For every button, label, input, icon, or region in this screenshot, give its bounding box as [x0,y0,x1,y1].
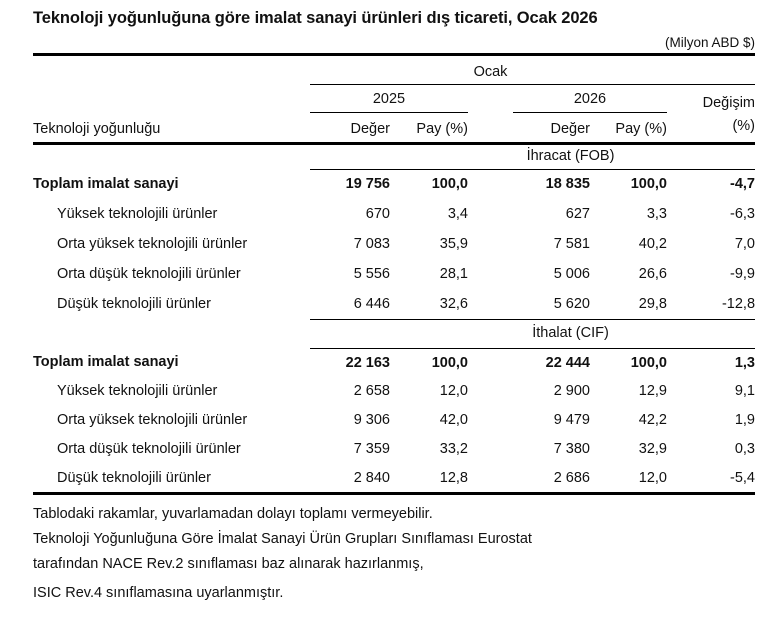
cell-degisim: -9,9 [730,265,756,282]
header-row-label: Teknoloji yoğunluğu [33,113,310,144]
row-label: Orta düşük teknolojili ürünler [57,441,241,458]
row-label: Düşük teknolojili ürünler [57,295,211,312]
footnotes [33,502,755,606]
cell-deger-2026: 22 444 [545,354,590,371]
table-row [33,290,755,320]
cell-pay-2025: 12,8 [439,469,468,486]
header-value-2025: Değer [310,113,390,144]
table-row [33,230,755,260]
header-group-row [33,55,755,85]
cell-pay-2025: 3,4 [447,205,468,222]
cell-degisim: 0,3 [734,441,756,458]
cell-degisim: -12,8 [667,290,755,320]
cell-degisim: 1,3 [734,354,756,371]
cell-pay-2025: 100,0 [431,354,468,371]
table-row [33,260,755,290]
header-spacer [33,55,310,85]
cell-degisim: 9,1 [734,383,756,400]
cell-degisim: -5,4 [730,469,756,486]
header-columns-row [33,113,755,144]
header-share-2026: Pay (%) [590,113,667,144]
section-title-cell [310,144,755,170]
cell-pay-2026: 12,0 [638,469,667,486]
cell-pay-2025: 33,2 [439,441,468,458]
cell-pay-2026: 26,6 [638,265,667,282]
row-label: Toplam imalat sanayi [33,175,179,192]
section-title-exports: İhracat (FOB) [526,148,615,165]
row-label: Orta yüksek teknolojili ürünler [57,412,248,429]
footnote-line: Tablodaki rakamlar, yuvarlamadan dolayı toplamı vermeyebilir. [33,506,433,522]
cell-deger-2026: 5 620 [468,290,590,320]
cell-deger-2025: 6 446 [310,290,390,320]
cell-degisim: 7,0 [734,235,756,252]
header-change-label: Değişim [702,95,756,111]
table-row [33,436,755,465]
cell-deger-2026: 5 006 [553,265,590,282]
footnote-line: Teknoloji Yoğunluğuna Göre İmalat Sanayi Ürün Grupları Sınıflaması Eurostat [33,531,532,547]
footnote-line: ISIC Rev.4 sınıflamasına uyarlanmıştır. [33,585,284,601]
cell-pay-2026: 12,9 [638,383,667,400]
cell-deger-2025: 2 658 [353,383,390,400]
header-share-2025: Pay (%) [390,113,468,144]
unit-note: (Milyon ABD $) [664,35,755,50]
cell-pay-2026: 40,2 [638,235,667,252]
cell-degisim: 1,9 [734,412,756,429]
header-change-cell [667,85,755,144]
cell-deger-2025: 9 306 [353,412,390,429]
row-label: Orta düşük teknolojili ürünler [57,265,241,282]
cell-deger-2025: 7 083 [353,235,390,252]
cell-pay-2026: 100,0 [630,176,667,193]
header-change-unit: (%) [732,118,756,134]
cell-deger-2025: 19 756 [345,176,390,193]
cell-deger-2026: 627 [565,205,590,222]
cell-pay-2026: 3,3 [646,205,667,222]
cell-pay-2025: 28,1 [439,265,468,282]
footnote-line: tarafından NACE Rev.2 sınıflaması baz alınarak hazırlanmış, [33,556,424,572]
cell-deger-2026: 9 479 [553,412,590,429]
cell-deger-2025: 22 163 [345,354,390,371]
cell-degisim: -6,3 [730,205,756,222]
table-row [33,465,755,494]
cell-pay-2025: 12,0 [439,383,468,400]
cell-pay-2025: 42,0 [439,412,468,429]
row-label: Orta yüksek teknolojili ürünler [57,235,248,252]
cell-pay-2026: 29,8 [590,290,667,320]
trade-table [33,53,755,495]
header-group-label: Ocak [473,63,508,80]
cell-deger-2025: 2 840 [353,469,390,486]
section-title-imports: İthalat (CIF) [532,325,609,342]
row-label: Toplam imalat sanayi [33,354,179,371]
header-year-2026: 2026 [513,92,667,112]
section-header-imports [33,320,755,349]
table-row [33,349,755,378]
table-row [33,407,755,436]
section-spacer [33,144,310,170]
table-row [33,200,755,230]
cell-deger-2025: 670 [365,205,390,222]
cell-degisim: -4,7 [730,176,756,193]
row-label: Yüksek teknolojili ürünler [57,383,218,400]
cell-deger-2025: 5 556 [353,265,390,282]
page-title: Teknoloji yoğunluğuna göre imalat sanayi ürünleri dış ticareti, Ocak 2026 [33,9,598,27]
cell-deger-2026: 2 900 [553,383,590,400]
header-year-row [33,85,755,113]
cell-deger-2026: 7 380 [553,441,590,458]
table-row [33,378,755,407]
cell-pay-2026: 100,0 [630,354,667,371]
cell-pay-2026: 42,2 [638,412,667,429]
header-year-2025-cell [310,85,468,113]
row-label: Yüksek teknolojili ürünler [57,205,218,222]
cell-deger-2025: 7 359 [353,441,390,458]
cell-deger-2026: 2 686 [553,469,590,486]
section-spacer [33,320,310,349]
cell-deger-2026: 7 581 [553,235,590,252]
table-row [33,170,755,200]
cell-deger-2026: 18 835 [545,176,590,193]
header-spacer [33,85,310,113]
header-group-cell [310,55,755,85]
header-year-2026-cell [468,85,667,113]
cell-pay-2025: 100,0 [431,176,468,193]
cell-pay-2025: 32,6 [390,290,468,320]
header-value-2026: Değer [468,113,590,144]
section-header-exports [33,144,755,170]
cell-pay-2025: 35,9 [439,235,468,252]
cell-pay-2026: 32,9 [638,441,667,458]
section-title-cell [310,320,755,349]
header-year-2025: 2025 [310,92,468,112]
row-label: Düşük teknolojili ürünler [57,469,211,486]
